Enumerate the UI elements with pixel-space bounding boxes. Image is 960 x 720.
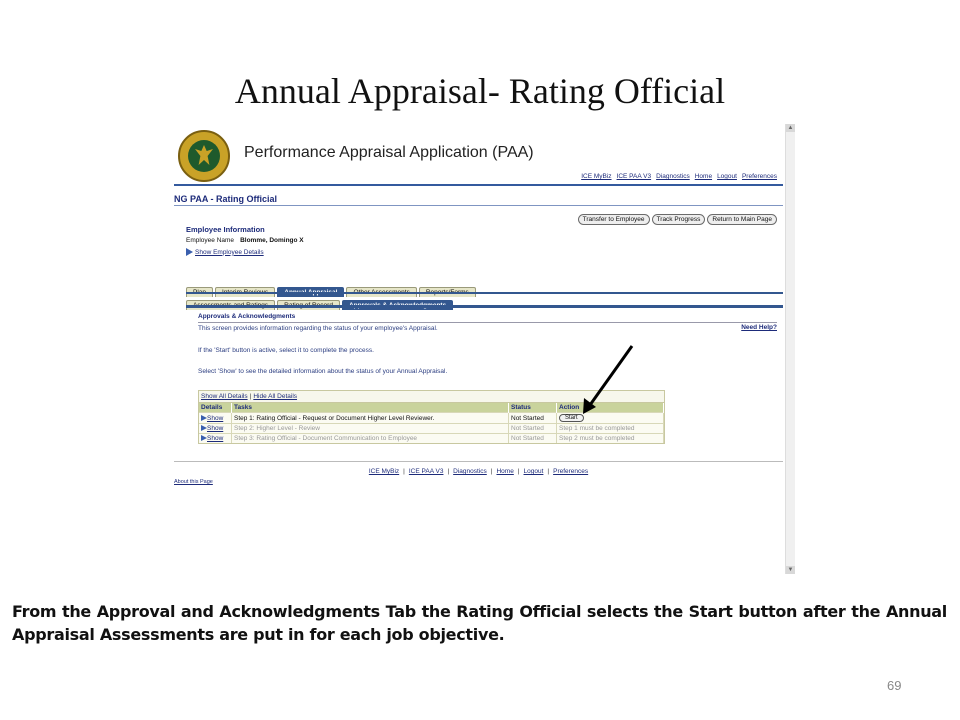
- link-home[interactable]: Home: [694, 173, 713, 180]
- col-status: Status: [509, 403, 557, 413]
- row3-show-link[interactable]: Show: [207, 435, 224, 442]
- employee-name-label: Employee Name: [186, 237, 235, 244]
- show-instructions: Select 'Show' to see the detailed information about the status of your Annual Appraisal.: [198, 368, 448, 375]
- page-number: 69: [887, 678, 902, 693]
- link-ice-mybiz[interactable]: ICE MyBiz: [581, 173, 612, 180]
- row2-action: Step 1 must be completed: [557, 424, 664, 434]
- footer-link-logout[interactable]: Logout: [523, 468, 544, 475]
- row1-show-link[interactable]: Show: [207, 414, 224, 422]
- footer-link-ice-paa[interactable]: ICE PAA V3: [408, 468, 444, 475]
- row1-status: Not Started: [509, 413, 557, 424]
- row3-status: Not Started: [509, 434, 557, 444]
- scroll-up-icon[interactable]: ▲: [787, 125, 794, 131]
- row2-task: Step 2: Higher Level - Review: [232, 424, 509, 434]
- link-logout[interactable]: Logout: [717, 173, 737, 180]
- page-heading: NG PAA - Rating Official: [174, 194, 278, 204]
- track-progress-button[interactable]: Track Progress: [652, 214, 706, 225]
- employee-name-value: Blomme, Domingo X: [240, 237, 304, 244]
- slide-caption: From the Approval and Acknowledgments Tab the Rating Official selects the Start button after the Annual Appraisal Assessments are put in for each job objective.: [12, 602, 947, 644]
- link-ice-paa[interactable]: ICE PAA V3: [616, 173, 652, 180]
- about-this-page-link[interactable]: About this Page: [174, 479, 213, 485]
- need-help-link[interactable]: Need Help?: [741, 324, 777, 331]
- callout-arrow-shaft: [590, 346, 632, 405]
- footer-link-preferences[interactable]: Preferences: [553, 468, 589, 475]
- start-button[interactable]: Start: [559, 414, 584, 422]
- col-action: Action: [557, 403, 664, 413]
- return-to-main-page-button[interactable]: Return to Main Page: [707, 214, 777, 225]
- intro-text: This screen provides information regarding the status of your employee's Appraisal.: [198, 325, 438, 332]
- hide-all-details-link[interactable]: Hide All Details: [253, 393, 298, 400]
- section-heading: Approvals & Acknowledgments: [198, 313, 296, 320]
- employee-info-heading: Employee Information: [186, 225, 265, 234]
- row1-task: Step 1: Rating Official - Request or Document Higher Level Reviewer.: [232, 413, 509, 424]
- footer-link-home[interactable]: Home: [496, 468, 514, 475]
- footer-link-ice-mybiz[interactable]: ICE MyBiz: [368, 468, 400, 475]
- link-preferences[interactable]: Preferences: [741, 173, 777, 180]
- row3-action: Step 2 must be completed: [557, 434, 664, 444]
- start-instructions: If the 'Start' button is active, select it to complete the process.: [198, 347, 374, 354]
- slide-title: Annual Appraisal- Rating Official: [234, 71, 726, 111]
- show-employee-details-label: Show Employee Details: [195, 248, 264, 256]
- row3-task: Step 3: Rating Official - Document Communication to Employee: [232, 434, 509, 444]
- show-all-details-link[interactable]: Show All Details: [201, 393, 248, 400]
- footer-link-diagnostics[interactable]: Diagnostics: [453, 468, 487, 475]
- transfer-to-employee-button[interactable]: Transfer to Employee: [578, 214, 650, 225]
- col-tasks: Tasks: [232, 403, 509, 413]
- footer-links: ICE MyBiz | ICE PAA V3 | Diagnostics | Home | Logout | Preferences: [368, 468, 589, 475]
- row2-show-link[interactable]: Show: [207, 425, 224, 432]
- table-controls: Show All Details | Hide All Details: [199, 391, 664, 403]
- scroll-down-icon[interactable]: ▼: [787, 567, 794, 573]
- col-details: Details: [199, 403, 232, 413]
- row2-status: Not Started: [509, 424, 557, 434]
- app-title: Performance Appraisal Application (PAA): [244, 144, 534, 161]
- link-diagnostics[interactable]: Diagnostics: [656, 173, 690, 180]
